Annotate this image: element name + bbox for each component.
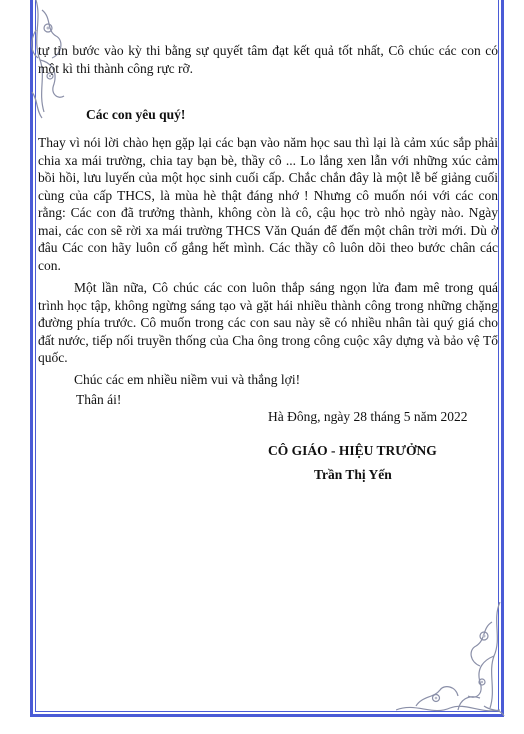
signer-title: CÔ GIÁO - HIỆU TRƯỞNG [268, 443, 437, 458]
body-paragraph-1: Thay vì nói lời chào hẹn gặp lại các bạn vào năm học sau thì lại là cảm xúc sắp phải chia xa mái trường, chia tay bạn bè, thầy cô ... Lo lắng xen lẫn với những xúc cảm bồi hồi, lưu luyến của một học sinh cuối cấp. Chắc chắn đây là một lễ bế giảng cuối cùng của cấp THCS, là mùa hè thật đáng nhớ ! Nhưng cô muốn nói với các con rằng: Các con đã trưởng thành, không còn là cô, cậu học trò nhỏ ngày nào. Ngày mai, các con sẽ rời xa mái trường THCS Văn Quán để đến một chân trời mới. Dù ở đâu Các con hãy luôn cố gắng hết mình. Các thầy cô luôn dõi theo bước chân các con. [38, 135, 498, 273]
corner-ornament-icon [396, 602, 508, 722]
wish-line: Chúc các em nhiều niềm vui và thắng lợi! [74, 372, 301, 387]
place-date: Hà Đông, ngày 28 tháng 5 năm 2022 [268, 409, 468, 424]
farewell-line: Thân ái! [76, 392, 122, 407]
body-paragraph-2: Một lần nữa, Cô chúc các con luôn thắp sáng ngọn lửa đam mê trong quá trình học tập, không ngừng sáng tạo và gặt hái nhiều thành công trong những chặng đường phía trước. Cô muốn trong các con sau này sẽ có nhiều nhân tài quý giá cho đất nước, tiếp nối truyền thống của Cha ông trong công cuộc xây dựng và bảo vệ Tổ quốc. [38, 280, 498, 365]
signer-name: Trần Thị Yến [314, 467, 392, 482]
greeting: Các con yêu quý! [86, 107, 186, 122]
intro-paragraph: tự tin bước vào kỳ thi bằng sự quyết tâm đạt kết quả tốt nhất, Cô chúc các con có một kì thi thành công rực rỡ. [38, 43, 498, 76]
